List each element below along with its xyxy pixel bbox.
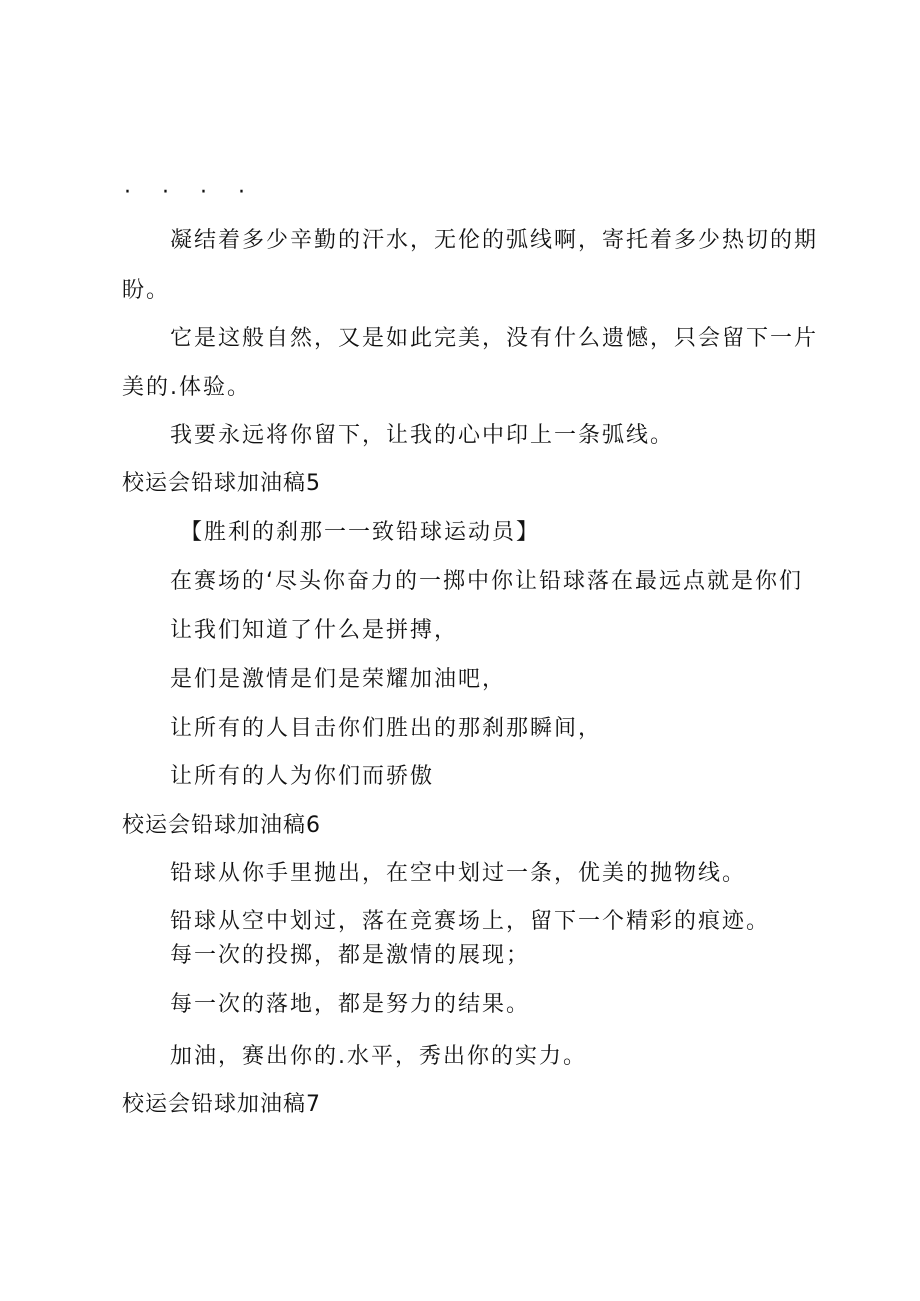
paragraph-line: 让我们知道了什么是拼搏， — [170, 618, 459, 643]
paragraph-line: 铅球从空中划过，落在竞赛场上，留下一个精彩的痕迹。 — [170, 909, 771, 934]
paragraph-line: 是们是激情是们是荣耀加油吧， — [170, 667, 507, 692]
section-subtitle: 【胜利的刹那一一致铅球运动员】 — [180, 520, 541, 545]
paragraph-line: 在赛场的‘尽头你奋力的一掷中你让铅球落在最远点就是你们 — [170, 569, 803, 594]
section-heading: 校运会铅球加油稿5 — [122, 471, 321, 496]
section-heading: 校运会铅球加油稿7 — [122, 1092, 321, 1117]
paragraph-line: 盼。 — [122, 278, 171, 303]
paragraph-line: 它是这般自然，又是如此完美，没有什么遗憾，只会留下一片 — [170, 326, 819, 351]
paragraph-line: 让所有的人目击你们胜出的那刹那瞬间， — [170, 716, 603, 741]
paragraph-line: 加油，赛出你的.水平，秀出你的实力。 — [170, 1044, 587, 1069]
paragraph-line: 我要永远将你留下，让我的心中印上一条弧线。 — [170, 423, 675, 448]
paragraph-line: 每一次的投掷，都是激情的展现； — [170, 943, 531, 968]
paragraph-line: 凝结着多少辛勤的汗水，无伦的弧线啊，寄托着多少热切的期 — [170, 228, 819, 253]
paragraph-line: 每一次的落地，都是努力的结果。 — [170, 992, 531, 1017]
paragraph-line: 美的.体验。 — [122, 375, 251, 400]
paragraph-line: 让所有的人为你们而骄傲 — [170, 764, 435, 789]
ellipsis-dots: · · · · — [124, 180, 257, 205]
section-heading: 校运会铅球加油稿6 — [122, 813, 321, 838]
paragraph-line: 铅球从你手里抛出，在空中划过一条，优美的抛物线。 — [170, 861, 747, 886]
